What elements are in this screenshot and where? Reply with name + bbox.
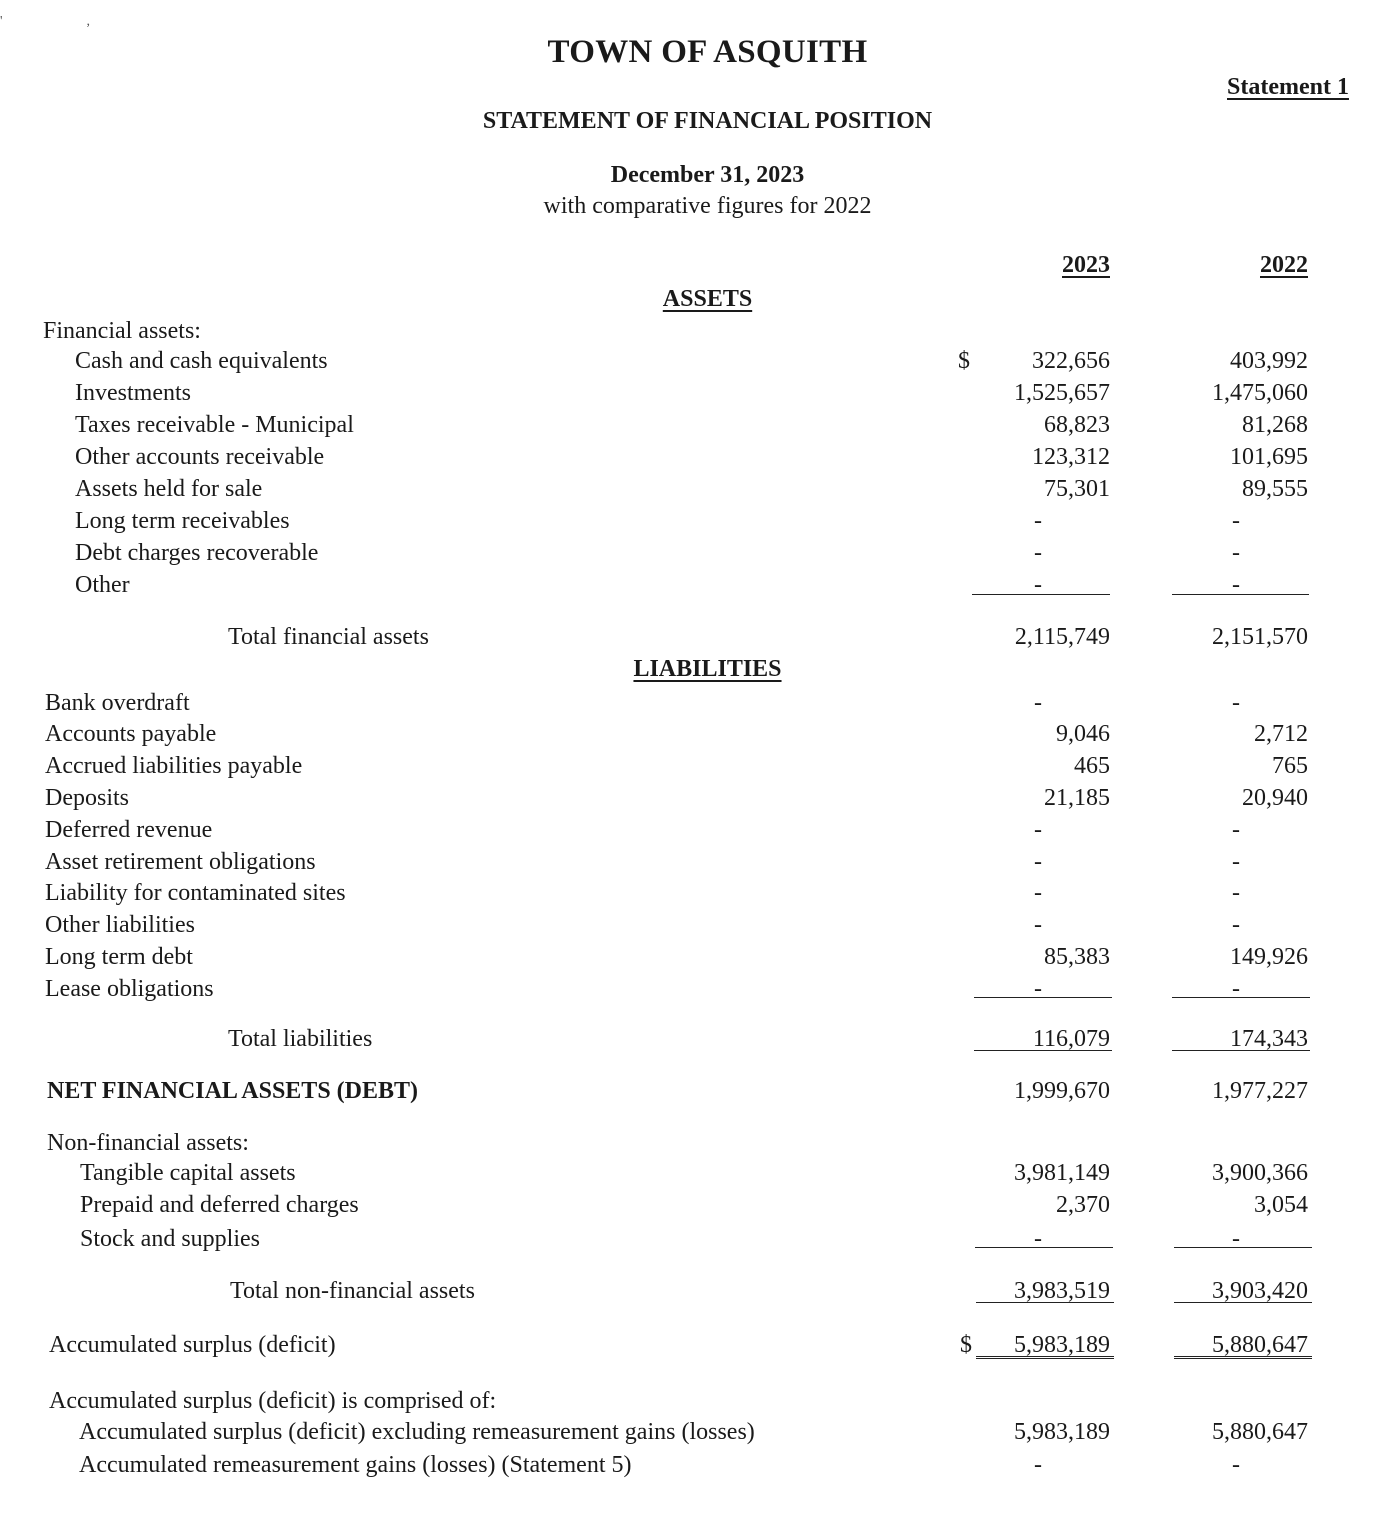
value-2022: - [1232, 572, 1240, 598]
row-label: Investments [75, 380, 191, 406]
subtotal-rule-2023 [975, 1247, 1113, 1248]
section-assets-heading: ASSETS [662, 286, 753, 312]
value-2023: 3,981,149 [1014, 1160, 1110, 1186]
value-2022: - [1232, 540, 1240, 566]
subtotal-rule-2023 [974, 997, 1112, 998]
row-label: Assets held for sale [75, 476, 263, 502]
value-2023: 1,525,657 [1014, 380, 1110, 406]
value-2022: 3,900,366 [1212, 1160, 1308, 1186]
row-label: Prepaid and deferred charges [80, 1192, 359, 1218]
row-label: Deferred revenue [45, 817, 213, 843]
table-row [0, 817, 1400, 849]
grand-total-rule-2022 [1174, 1356, 1312, 1359]
value-2023: 116,079 [1032, 1026, 1110, 1052]
scan-marks: ' , [0, 14, 91, 29]
value-2023: - [1034, 912, 1042, 938]
statement-date: December 31, 2023 [610, 162, 805, 188]
row-label: Accounts payable [45, 721, 217, 747]
table-row [0, 1419, 1400, 1451]
table-row [0, 849, 1400, 881]
table-row [0, 721, 1400, 753]
value-2023: 9,046 [1056, 721, 1110, 747]
row-label: Total non-financial assets [230, 1278, 475, 1304]
value-2022: - [1232, 508, 1240, 534]
value-2022: 2,151,570 [1212, 624, 1308, 650]
value-2022: 1,475,060 [1212, 380, 1308, 406]
total-rule-2022 [1174, 1302, 1312, 1303]
value-2023: - [1034, 572, 1042, 598]
value-2023: - [1034, 1226, 1042, 1252]
value-2022: 1,977,227 [1212, 1078, 1308, 1104]
value-2022: 5,880,647 [1212, 1419, 1308, 1445]
row-label: Accumulated surplus (deficit) excluding remeasurement gains (losses) [79, 1419, 755, 1445]
value-2023: 123,312 [1032, 444, 1110, 470]
financial-assets-heading-label: Financial assets: [43, 318, 201, 344]
value-2022: - [1232, 849, 1240, 875]
row-label: NET FINANCIAL ASSETS (DEBT) [47, 1078, 419, 1104]
value-2022: 403,992 [1230, 348, 1308, 374]
value-2023: 1,999,670 [1014, 1078, 1110, 1104]
accumulated-surplus-row [0, 1332, 1400, 1364]
section-liabilities-heading: LIABILITIES [633, 656, 782, 682]
total-rule-2022 [1172, 1050, 1310, 1051]
entity-title: TOWN OF ASQUITH [547, 34, 868, 70]
subtotal-rule-2023 [972, 594, 1110, 595]
value-2023: 2,370 [1056, 1192, 1110, 1218]
total-non-financial-assets-row [0, 1278, 1400, 1310]
value-2023: 68,823 [1044, 412, 1110, 438]
financial-assets-heading [0, 318, 1400, 350]
value-2022: 174,343 [1230, 1026, 1308, 1052]
year-header-2022: 2022 [1260, 252, 1308, 278]
row-label: Other accounts receivable [75, 444, 325, 470]
table-row [0, 690, 1400, 722]
value-2023: - [1034, 540, 1042, 566]
table-row [0, 1160, 1400, 1192]
total-liabilities-row [0, 1026, 1400, 1058]
row-label: Tangible capital assets [80, 1160, 296, 1186]
table-row [0, 380, 1400, 412]
value-2022: 2,712 [1254, 721, 1308, 747]
value-2023: - [1034, 849, 1042, 875]
row-label: Asset retirement obligations [45, 849, 316, 875]
comprised-of-heading-label: Accumulated surplus (deficit) is comprised of: [49, 1388, 497, 1414]
value-2022: 3,903,420 [1212, 1278, 1308, 1304]
table-row [0, 912, 1400, 944]
value-2023: - [1034, 880, 1042, 906]
value-2023: - [1034, 690, 1042, 716]
row-label: Total liabilities [228, 1026, 373, 1052]
subtotal-rule-2022 [1174, 1247, 1312, 1248]
value-2022: - [1232, 690, 1240, 716]
value-2022: 5,880,647 [1212, 1332, 1308, 1358]
row-label: Long term receivables [75, 508, 290, 534]
value-2023: 21,185 [1044, 785, 1110, 811]
total-rule-2023 [976, 1302, 1114, 1303]
table-row [0, 572, 1400, 604]
statement-label: Statement 1 [1227, 74, 1349, 100]
table-row [0, 880, 1400, 912]
row-label: Other liabilities [45, 912, 195, 938]
table-row [0, 944, 1400, 976]
value-2022: 3,054 [1254, 1192, 1308, 1218]
value-2022: 765 [1272, 753, 1308, 779]
row-label: Long term debt [45, 944, 193, 970]
non-financial-assets-heading [0, 1130, 1400, 1162]
total-financial-assets-row [0, 624, 1400, 656]
value-2023: 85,383 [1044, 944, 1110, 970]
currency-symbol: $ [960, 1332, 972, 1358]
row-label: Stock and supplies [80, 1226, 260, 1252]
row-label: Lease obligations [45, 976, 214, 1002]
value-2022: 20,940 [1242, 785, 1308, 811]
value-2022: - [1232, 880, 1240, 906]
row-label: Taxes receivable - Municipal [75, 412, 354, 438]
table-row [0, 1452, 1400, 1484]
value-2023: 465 [1074, 753, 1110, 779]
value-2022: - [1232, 912, 1240, 938]
value-2023: - [1034, 976, 1042, 1002]
value-2022: - [1232, 817, 1240, 843]
table-row [0, 976, 1400, 1008]
year-header-2023: 2023 [1062, 252, 1110, 278]
row-label: Accumulated remeasurement gains (losses) (Statement 5) [79, 1452, 632, 1478]
value-2023: - [1034, 508, 1042, 534]
table-row [0, 348, 1400, 380]
value-2022: 89,555 [1242, 476, 1308, 502]
row-label: Debt charges recoverable [75, 540, 319, 566]
value-2023: 3,983,519 [1014, 1278, 1110, 1304]
row-label: Deposits [45, 785, 129, 811]
net-financial-assets-row [0, 1078, 1400, 1110]
statement-title: STATEMENT OF FINANCIAL POSITION [482, 108, 933, 134]
value-2023: - [1034, 817, 1042, 843]
currency-symbol: $ [958, 348, 970, 374]
total-rule-2023 [974, 1050, 1112, 1051]
table-row [0, 412, 1400, 444]
table-row [0, 476, 1400, 508]
row-label: Cash and cash equivalents [75, 348, 328, 374]
value-2023: 5,983,189 [1014, 1419, 1110, 1445]
value-2022: - [1232, 976, 1240, 1002]
value-2022: - [1232, 1452, 1240, 1478]
row-label: Accumulated surplus (deficit) [49, 1332, 336, 1358]
grand-total-rule-2023 [976, 1356, 1114, 1359]
value-2023: 2,115,749 [1014, 624, 1110, 650]
table-row [0, 508, 1400, 540]
table-row [0, 753, 1400, 785]
table-row [0, 1226, 1400, 1258]
comparative-note: with comparative figures for 2022 [543, 193, 872, 219]
comprised-of-heading [0, 1388, 1400, 1420]
non-financial-assets-heading-label: Non-financial assets: [47, 1130, 249, 1156]
value-2022: - [1232, 1226, 1240, 1252]
value-2023: 75,301 [1044, 476, 1110, 502]
table-row [0, 444, 1400, 476]
row-label: Total financial assets [228, 624, 429, 650]
subtotal-rule-2022 [1172, 997, 1310, 998]
table-row [0, 1192, 1400, 1224]
value-2022: 81,268 [1242, 412, 1308, 438]
value-2023: - [1034, 1452, 1042, 1478]
value-2023: 322,656 [1032, 348, 1110, 374]
row-label: Accrued liabilities payable [45, 753, 303, 779]
value-2022: 149,926 [1230, 944, 1308, 970]
value-2022: 101,695 [1230, 444, 1308, 470]
row-label: Other [75, 572, 130, 598]
table-row [0, 785, 1400, 817]
subtotal-rule-2022 [1172, 594, 1309, 595]
table-row [0, 540, 1400, 572]
row-label: Liability for contaminated sites [45, 880, 346, 906]
row-label: Bank overdraft [45, 690, 190, 716]
value-2023: 5,983,189 [1014, 1332, 1110, 1358]
